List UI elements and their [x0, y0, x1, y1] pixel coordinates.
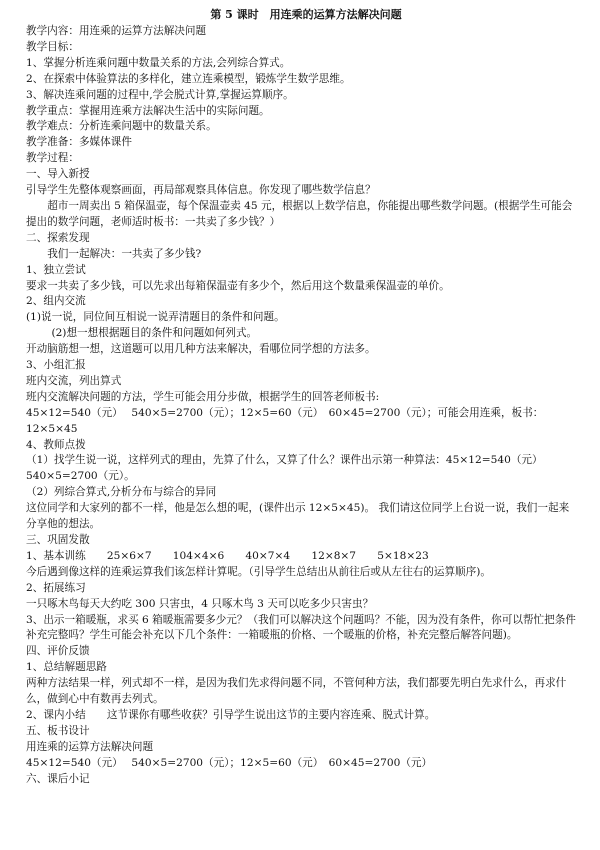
text-paragraph: 超市一周卖出 5 箱保温壶，每个保温壶卖 45 元，根据以上数学信息，你能提出哪些数学问题。(根据学生可能会提出的数学问题，老师适时板书：一共卖了多少钱？） — [26, 199, 573, 228]
page-title: 第 5 课时 用连乘的运算方法解决问题 — [210, 8, 402, 21]
text-line: 1、掌握分析连乘问题中数量关系的方法,会列综合算式。 — [26, 56, 291, 69]
section-heading: 二、探索发现 — [26, 231, 90, 244]
text-paragraph: 这位同学和大家列的都不一样，他是怎么想的呢，(课件出示 12×5×45)。 我们请这位同学上台说一说，我们一起来分享他的想法。 — [26, 502, 570, 531]
sub-heading: 3、小组汇报 — [26, 359, 86, 372]
text-line: 教学难点：分析连乘问题中的数量关系。 — [26, 120, 217, 133]
text-line: 一只啄木鸟每天大约吃 300 只害虫，4 只啄木鸟 3 天可以吃多少只害虫？ — [26, 597, 374, 610]
text-line: 1、基本训练 25×6×7 104×4×6 40×7×4 12×8×7 5×18×23 — [26, 549, 429, 562]
text-line: （2）列综合算式,分析分布与综合的异同 — [26, 486, 217, 499]
text-paragraph: 两种方法结果一样，列式却不一样，是因为我们先求得问题不同，不管何种方法，我们都要先明白先求什么，再求什么，做到心中有数再去列式。 — [26, 677, 567, 706]
section-heading: 一、导入新授 — [26, 168, 90, 181]
sub-heading: 1、总结解题思路 — [26, 661, 107, 674]
text-line: 教学准备：多媒体课件 — [26, 136, 132, 149]
text-line: 用连乘的运算方法解决问题 — [26, 740, 154, 753]
section-heading: 六、课后小记 — [26, 772, 90, 785]
text-line: 我们一起解决：一共卖了多少钱? — [47, 247, 202, 260]
text-line: 45×12=540（元） 540×5=2700（元）；12×5=60（元） 60×45=2700（元） — [26, 756, 433, 769]
text-line: 2、在探索中体验算法的多样化，建立连乘模型，锻炼学生数学思维。 — [26, 72, 351, 85]
text-line: 开动脑筋想一想，这道题可以用几种方法来解决，看哪位同学想的方法多。 — [26, 343, 376, 356]
text-line: 教学目标： — [26, 40, 79, 53]
section-heading: 五、板书设计 — [26, 724, 90, 737]
text-line: 3、解决连乘问题的过程中,学会脱式计算,掌握运算顺序。 — [26, 88, 294, 101]
text-line: 教学过程： — [26, 152, 79, 165]
text-line: 班内交流解决问题的方法，学生可能会用分步做，根据学生的回答老师板书: — [26, 390, 380, 403]
text-line: 引导学生先整体观察画面，再局部观察具体信息。你发现了哪些数学信息？ — [26, 184, 376, 197]
section-heading: 三、巩固发散 — [26, 534, 90, 546]
text-line: 教学内容：用连乘的运算方法解决问题 — [26, 25, 207, 37]
sub-heading: 1、独立尝试 — [26, 263, 86, 276]
section-heading: 四、评价反馈 — [26, 645, 90, 658]
sub-heading: 2、组内交流 — [26, 295, 86, 308]
sub-heading: 4、教师点拨 — [26, 438, 86, 451]
text-paragraph: 3、出示一箱暖瓶，求买 6 箱暖瓶需要多少元？（我们可以解决这个问题吗？不能，因为没有条件，你可以帮忙把条件补充完整吗？学生可能会补充以下几个条件：一箱暖瓶的价格、一个暖瓶的价格，补充完整后解答问题)。 — [26, 613, 576, 642]
text-line: 2、课内小结 这节课你有哪些收获？引导学生说出这节的主要内容连乘、脱式计算。 — [26, 708, 436, 721]
text-line: 班内交流，列出算式 — [26, 374, 122, 387]
text-line: 要求一共卖了多少钱，可以先求出每箱保温壶有多少个，然后用这个数量乘保温壶的单价。 — [26, 279, 450, 292]
text-paragraph: （1）找学生说一说，这样列式的理由，先算了什么，又算了什么？课件出示第一种算法：45×12=540（元） 540×5=2700（元）。 — [26, 454, 559, 483]
sub-heading: 2、拓展练习 — [26, 581, 86, 594]
text-line: (2)想一想根据题目的条件和问题如何列式。 — [51, 327, 258, 340]
text-line: 教学重点：掌握用连乘方法解决生活中的实际问题。 — [26, 104, 270, 117]
text-line: (1)说一说，同位间互相说一说弄清题目的条件和问题。 — [26, 311, 285, 324]
text-paragraph: 45×12=540（元） 540×5=2700（元）；12×5=60（元） 60×45=2700（元）；可能会用连乘，板书：12×5×45 — [26, 406, 544, 435]
text-line: 今后遇到像这样的连乘运算我们该怎样计算呢。（引导学生总结出从前往后或从左往右的运算顺序)。 — [26, 565, 491, 578]
